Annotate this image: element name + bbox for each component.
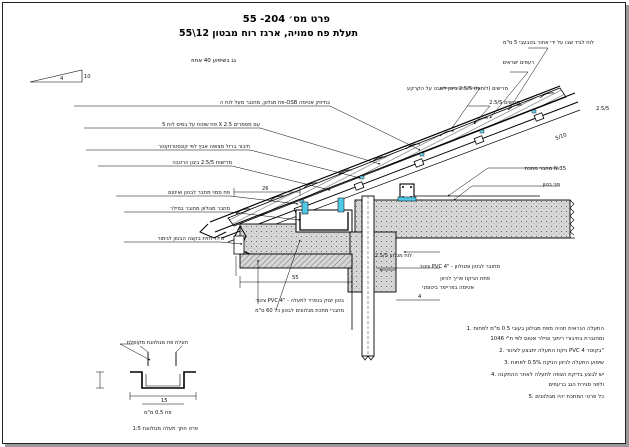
section-note-1: פח 0.5 מ"מ xyxy=(144,410,172,416)
slope-symbol-value: 4 xyxy=(60,76,64,82)
note-4b: ולפני סגירת הגג ברעפים xyxy=(548,382,604,388)
slope-symbol-unit: 10 xyxy=(84,74,91,80)
callout-batten-size: 2.5/5 xyxy=(596,106,610,112)
callout-tile-edge-board: פח שטוח על בסיס לוח 5 X 2.5 עם מסמרים xyxy=(162,122,260,128)
roof-slope: 5/10 xyxy=(554,132,568,142)
callout-pipe-seal: אטימה בפריימר ביטומני xyxy=(422,285,474,291)
detail-number: פרט מס׳ 204- 55 xyxy=(242,14,330,25)
gutter-section-detail xyxy=(96,340,198,432)
slope-symbol xyxy=(30,70,91,82)
callout-gutter-lining: פח סמוי מחבר לבטון ואיטום xyxy=(168,190,230,196)
note-4: 4. יש לבצע בדיקת הצפה לתעלה לאחר ההתקנה xyxy=(490,372,604,378)
note-1b: ומחוברת בחיבורי ריתוך וסילר אטום לפי ת"י 1046 xyxy=(490,336,604,342)
level-arrow xyxy=(396,294,440,300)
level-arrow-label: 4 xyxy=(418,294,422,300)
detail-subtitle: גג בשיפוע 40 אחוז xyxy=(191,58,236,64)
callout-eave-mortar: מילוי חזית בקצה הבטון לגימור xyxy=(157,236,224,242)
notes-list xyxy=(467,326,605,400)
concrete-wall xyxy=(348,232,575,292)
callout-rafter-board: מרישות 2.5/5 ביגון הרטבה xyxy=(172,160,232,166)
callout-waterproofing: פח מגלוון, מחובר מעל לוח ה-OSB בחיזוק אטימה xyxy=(220,100,330,106)
note-2: 2. ניקוז התעלה יתבצע לצינור PVC בקוטר 4" xyxy=(499,348,604,354)
callout-gutter-support: מחברי מתכת מגלוונים לבטון כל 60 ס"מ xyxy=(255,308,344,314)
dim-26: 26 xyxy=(262,186,269,192)
callout-connection: חיבור ברזל מצופה אבץ לפי קונסטרוקטור xyxy=(158,144,250,150)
detail-title: תעלת פח סמויה, ארגז רוח מבטון 12\55 xyxy=(179,28,358,39)
callout-concrete-top: פני בטון xyxy=(542,182,560,188)
section-note-2: פרט חתך תעלה מגולוונת 1:5 xyxy=(132,426,198,432)
note-3: 3. שיפוע התעלה לכיוון הניקוז 0.5% לפחות xyxy=(504,360,604,366)
pvc-downpipe xyxy=(362,196,374,360)
note-5: 5. כל פרטי המתכת יהיו מגולוונים xyxy=(528,394,604,400)
callout-pvc-pipe: צינור PVC 4" - מחובר לבטון ומגולוון xyxy=(419,264,500,270)
callout-copper-sheet: מחבר מגולוון מחובר בסילר xyxy=(170,206,230,212)
callout-battens-2-5: מרישים (לוחות) 2.5/5 ביגון לשבט על הקרקע xyxy=(407,86,508,92)
section-width: 15 xyxy=(161,398,168,404)
callout-gutter-detail: צינור PVC 4" - בטון יצוק בנפרד לתעלה xyxy=(255,298,344,304)
callout-tile-fixing: לוח לביד שבו על ידי אחור בטבעבי 5 מ"מ xyxy=(502,40,594,46)
section-title: תעלת פח מגולוונת מקופלת xyxy=(126,340,188,346)
callout-steel-connector: מחבר מתכת N.35 xyxy=(524,166,566,172)
steel-profile xyxy=(398,184,416,201)
callout-roof-tiles: רעפים ישראים xyxy=(502,60,534,66)
callout-pipe-note: פתח הניקוז פריך לכיוון xyxy=(440,276,490,282)
callout-concrete-wall: לוח מגלוון 2.5/5 xyxy=(374,253,412,259)
note-1: 1. התעלה הנראית תהיה מפח מגולוון בעובי 0.5 מ"מ לפחות xyxy=(466,326,604,332)
callout-boards-2-5-5: מרישים 2.5/5 xyxy=(489,100,520,106)
dim-55: 55 xyxy=(292,275,299,281)
